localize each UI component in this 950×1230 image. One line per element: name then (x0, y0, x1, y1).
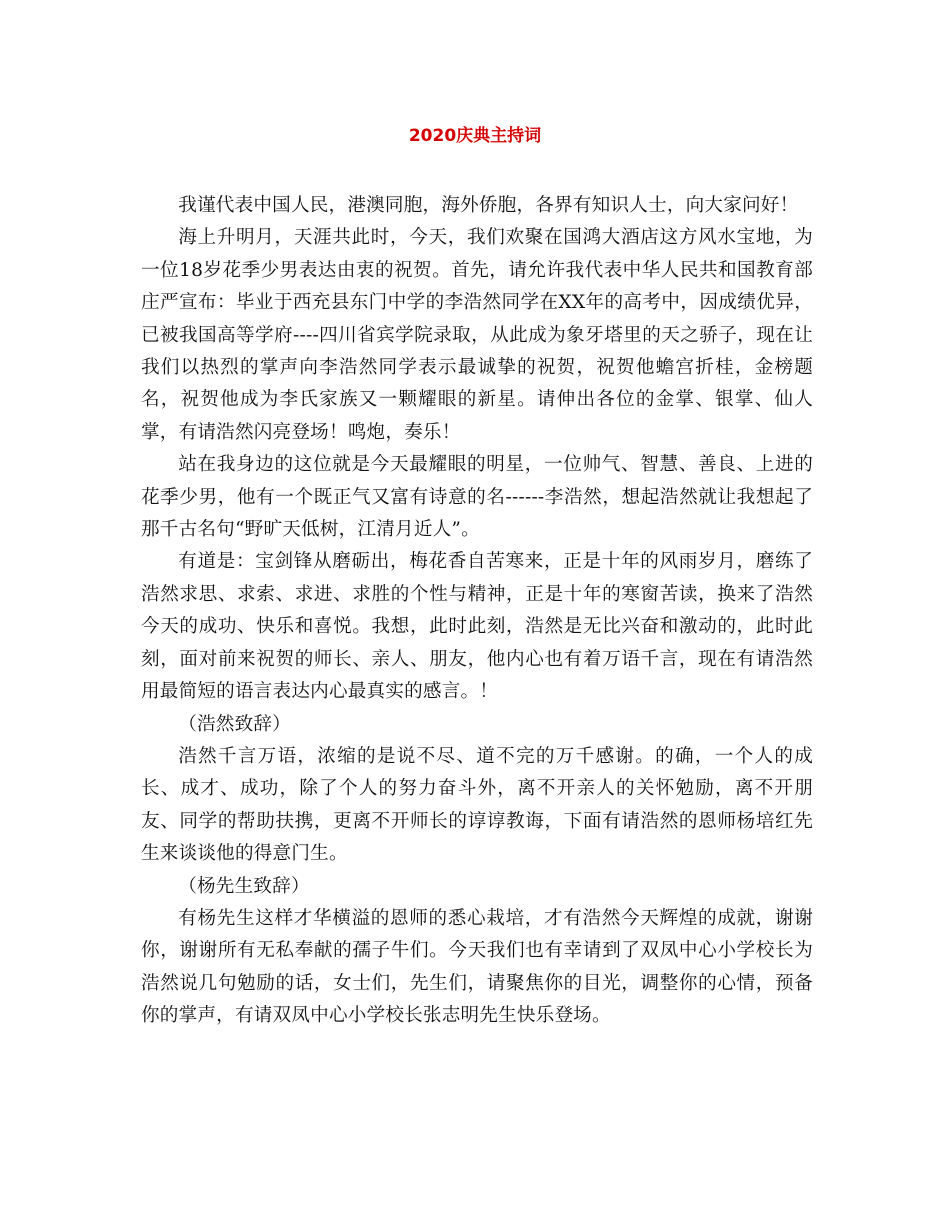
paragraph-praise: 有道是：宝剑锋从磨砺出，梅花香自苦寒来，正是十年的风雨岁月，磨练了浩然求思、求索、求进、求胜的个性与精神，正是十年的寒窗苦读，换来了浩然今天的成功、快乐和喜悦。我想，此时此刻，浩然是无比兴奋和激动的，此时此刻，面对前来祝贺的师长、亲人、朋友，他内心也有着万语千言，现在有请浩然用最简短的语言表达内心最真实的感言。！ (141, 551, 813, 703)
document-title: 2020庆典主持词 (408, 126, 542, 146)
paragraph-opening: 海上升明月，天涯共此时，今天，我们欢聚在国鸿大酒店这方风水宝地，为一位18岁花季少男表达由衷的祝贺。首先，请允许我代表中华人民共和国教育部庄严宣布：毕业于西充县东门中学的李浩然同学在XX年的高考中，因成绩优异，已被我国高等学府----四川省宾学院录取，从此成为象牙塔里的天之骄子，现在让我们以热烈的掌声向李浩然同学表示最诚挚的祝贺，祝贺他蟾宫折桂，金榜题名，祝贺他成为李氏家族又一颗耀眼的新星。请伸出各位的金掌、银掌、仙人掌，有请浩然闪亮登场！鸣炮，奏乐！ (141, 227, 813, 443)
paragraph-greeting: 我谨代表中国人民，港澳同胞，海外侨胞，各界有知识人士，向大家问好！ (178, 195, 799, 216)
stage-note-teacher-speech: （杨先生致辞） (178, 875, 310, 897)
stage-note-haoran-speech: （浩然致辞） (178, 713, 291, 735)
document-body (141, 190, 813, 1033)
paragraph-principal-invite: 有杨先生这样才华横溢的恩师的悉心栽培，才有浩然今天辉煌的成就，谢谢你，谢谢所有无私奉献的孺子牛们。今天我们也有幸请到了双凤中心小学校长为浩然说几句勉励的话，女士们，先生们，请聚焦你的目光，调整你的心情，预备你的掌声，有请双凤中心小学校长张志明先生快乐登场。 (141, 907, 813, 1027)
paragraph-introduction: 站在我身边的这位就是今天最耀眼的明星，一位帅气、智慧、善良、上进的花季少男，他有一个既正气又富有诗意的名------李浩然，想起浩然就让我想起了那千古名句“野旷天低树，江清月近人”。 (141, 454, 813, 541)
paragraph-thanks: 浩然千言万语，浓缩的是说不尽、道不完的万千感谢。的确，一个人的成长、成才、成功，除了个人的努力奋斗外，离不开亲人的关怀勉励，离不开朋友、同学的帮助扶携，更离不开师长的谆谆教诲，下面有请浩然的恩师杨培红先生来谈谈他的得意门生。 (141, 745, 813, 865)
